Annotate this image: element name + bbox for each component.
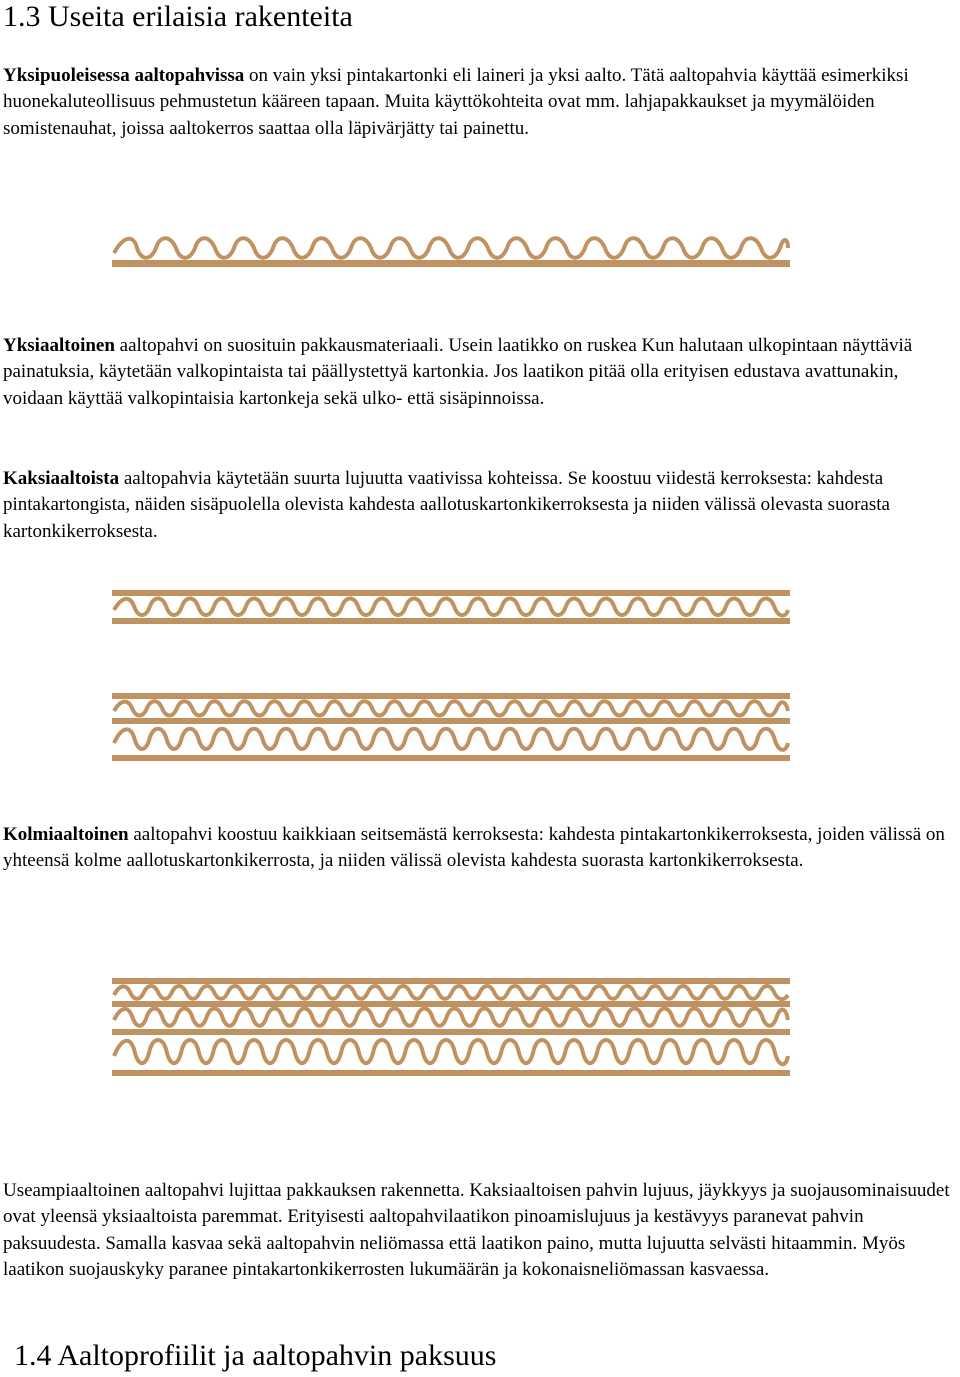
paragraph-multi-wall: Useampiaaltoinen aaltopahvi lujittaa pakkauksen rakennetta. Kaksiaaltoisen pahvin lujuus, jäykkyys ja suojausominaisuudet ovat yleensä yksiaaltoista paremmat. Erityisesti aaltopahvilaatikon pinoamislujuus ja kestävyys paranevat pahvin paksuudesta. Samalla kasvaa sekä aaltopahvin neliömassa että laatikon paino, mutta lujuutta selvästi hitaammin. Myös laatikon suojauskyky paranee pintakartonkikerrosten lukumäärän ja kokonaisneliömassan kasvaessa. — [3, 1180, 950, 1280]
single-wall-board-illustration — [110, 588, 792, 628]
triple-wall-board-illustration — [110, 976, 792, 1096]
paragraph-single-wall — [3, 333, 958, 412]
paragraph-double-wall — [3, 466, 958, 545]
section-title-1-3: 1.3 Useita erilaisia rakenteita — [3, 0, 353, 33]
triple-wall-upper-middle-liner — [112, 1001, 790, 1007]
single-face-flute — [114, 238, 788, 258]
paragraph-triple-wall — [3, 822, 958, 875]
paragraph-double-wall-text: aaltopahvia käytetään suurta lujuutta vaativissa kohteissa. Se koostuu viidestä kerroksesta: kahdesta pintakartongista, näiden sisäpuolella olevista kahdesta aallotuskartonkikerroksesta ja niiden välissä olevasta suorasta kartonkikerroksesta. — [3, 468, 890, 542]
paragraph-single-face — [3, 63, 958, 142]
double-wall-bottom-liner — [112, 755, 790, 761]
term-triple-wall: Kolmiaaltoinen — [3, 824, 129, 845]
term-single-face: Yksipuoleisessa aaltopahvissa — [3, 65, 245, 86]
single-wall-bottom-liner — [112, 618, 790, 624]
double-wall-middle-liner — [112, 718, 790, 724]
triple-wall-lower-middle-liner — [112, 1029, 790, 1035]
triple-wall-bottom-liner — [112, 1070, 790, 1076]
double-wall-lower-flute — [114, 729, 788, 750]
single-face-liner — [112, 260, 790, 267]
paragraph-triple-wall-text: aaltopahvi koostuu kaikkiaan seitsemästä kerroksesta: kahdesta pintakartonkikerroksesta, joiden välissä on yhteensä kolme aallotuskartonkikerrosta, ja niiden välissä olevista kahdesta suorasta kartonkikerroksesta. — [3, 824, 945, 872]
paragraph-single-wall-text: aaltopahvi on suosituin pakkausmateriaali. Usein laatikko on ruskea Kun halutaan ulkopintaan näyttäviä painatuksia, käytetään valkopintaista tai päällystettyä kartonkia. Jos laatikon pitää olla erityisen edustava avattunakin, voidaan käyttää valkopintaisia kartonkeja sekä ulko- että sisäpinnoissa. — [3, 335, 913, 409]
term-single-wall: Yksiaaltoinen — [3, 335, 115, 356]
double-wall-upper-flute — [114, 701, 788, 715]
triple-wall-upper-flute — [114, 986, 788, 999]
triple-wall-middle-flute — [114, 1009, 788, 1026]
double-wall-top-liner — [112, 693, 790, 699]
triple-wall-top-liner — [112, 978, 790, 984]
term-double-wall: Kaksiaaltoista — [3, 468, 120, 489]
single-face-board-illustration — [110, 236, 792, 272]
double-wall-board-illustration — [110, 691, 792, 771]
section-title-1-4: 1.4 Aaltoprofiilit ja aaltopahvin paksuus — [14, 1339, 497, 1372]
triple-wall-lower-flute — [114, 1040, 788, 1064]
single-wall-top-liner — [112, 590, 790, 596]
paragraph-single-face-text: on vain yksi pintakartonki eli laineri ja yksi aalto. Tätä aaltopahvia käyttää esimerkiksi huonekaluteollisuus pehmustetun kääreen tapaan. Muita käyttökohteita ovat mm. lahjapakkaukset ja myymälöiden somistenauhat, joissa aaltokerros saattaa olla läpivärjätty tai painettu. — [3, 65, 909, 139]
single-wall-flute — [114, 599, 788, 616]
